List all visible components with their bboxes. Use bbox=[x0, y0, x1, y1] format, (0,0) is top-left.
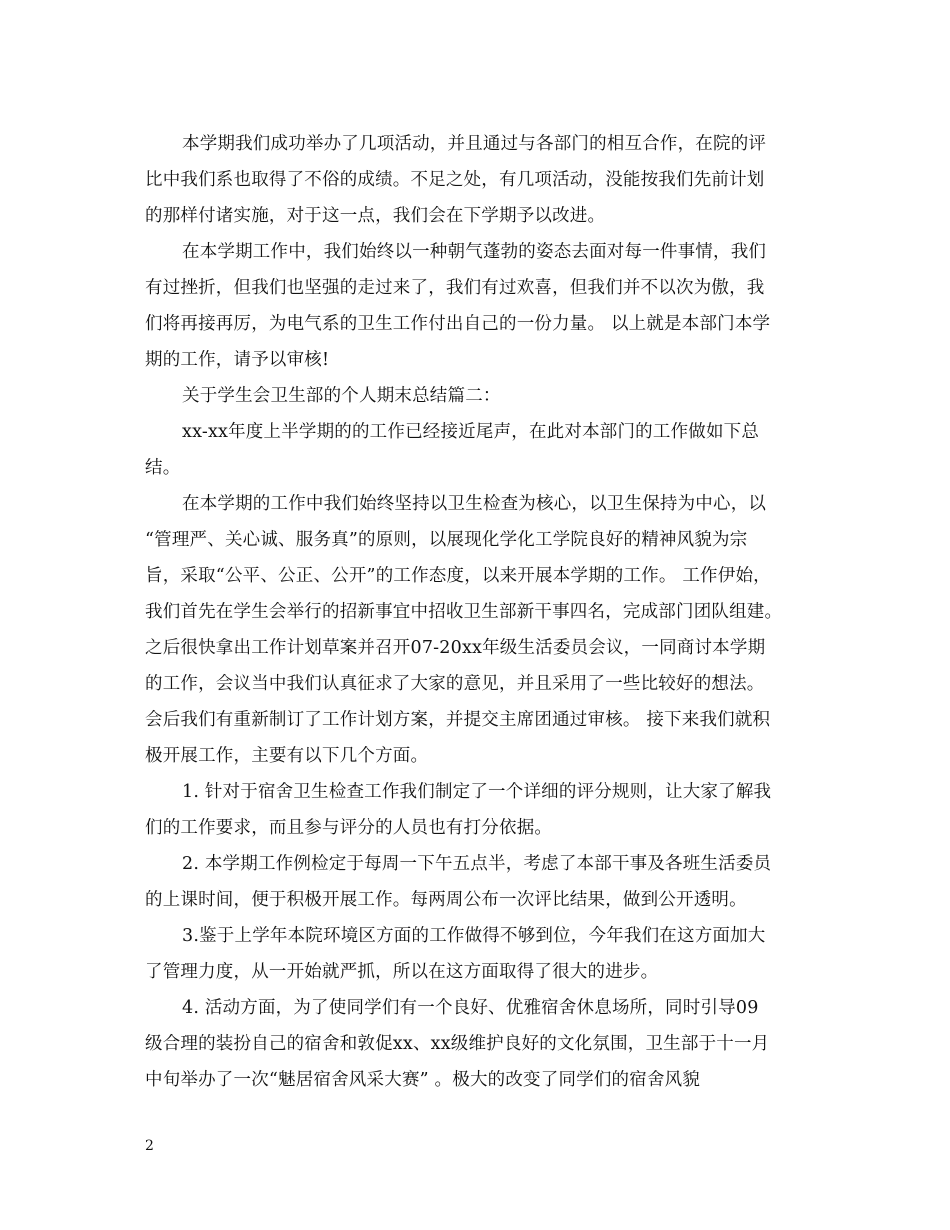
text-line: “管理严、关心诚、服务真”的原则，以展现化学化工学院良好的精神风貌为宗 bbox=[145, 530, 748, 550]
text-line: 关于学生会卫生部的个人期末总结篇二： bbox=[182, 386, 501, 406]
text-line: 4. 活动方面，为了使同学们有一个良好、优雅宿舍休息场所，同时引导09 bbox=[182, 998, 759, 1018]
text-line: 的工作，会议当中我们认真征求了大家的意见，并且采用了一些比较好的想法。 bbox=[145, 674, 765, 694]
text-line: xx-xx年度上半学期的的工作已经接近尾声，在此对本部门的工作做如下总 bbox=[182, 422, 760, 442]
text-line: 旨，采取“公平、公正、公开”的工作态度，以来开展本学期的工作。 工作伊始， bbox=[145, 566, 771, 586]
text-line: 结。 bbox=[145, 458, 181, 478]
text-line: 有过挫折，但我们也坚强的走过来了，我们有过欢喜，但我们并不以次为傲，我 bbox=[145, 278, 765, 298]
text-line: 期的工作，请予以审核! bbox=[145, 350, 330, 370]
text-line: 3.鉴于上学年本院环境区方面的工作做得不够到位，今年我们在这方面加大 bbox=[182, 926, 766, 946]
text-line: 我们首先在学生会举行的招新事宜中招收卫生部新干事四名，完成部门团队组建。 bbox=[145, 602, 783, 622]
text-line: 中旬举办了一次“魅居宿舍风采大赛” 。极大的改变了同学们的宿舍风貌 bbox=[145, 1070, 701, 1090]
text-line: 的上课时间，便于积极开展工作。每两周公布一次评比结果，做到公开透明。 bbox=[145, 890, 747, 910]
document-body bbox=[145, 126, 810, 1098]
text-line: 极开展工作，主要有以下几个方面。 bbox=[145, 746, 429, 766]
text-line: 在本学期的工作中我们始终坚持以卫生检查为核心，以卫生保持为中心，以 bbox=[182, 494, 767, 514]
text-line: 了管理力度，从一开始就严抓，所以在这方面取得了很大的进步。 bbox=[145, 962, 659, 982]
text-line: 2. 本学期工作例检定于每周一下午五点半，考虑了本部干事及各班生活委员 bbox=[182, 854, 772, 874]
text-line: 们的工作要求，而且参与评分的人员也有打分依据。 bbox=[145, 818, 553, 838]
text-line: 1. 针对于宿舍卫生检查工作我们制定了一个详细的评分规则，让大家了解我 bbox=[182, 782, 772, 802]
text-line: 本学期我们成功举办了几项活动，并且通过与各部门的相互合作，在院的评 bbox=[182, 134, 767, 154]
page-number: 2 bbox=[145, 1138, 154, 1154]
text-line: 之后很快拿出工作计划草案并召开07-20xx年级生活委员会议，一同商讨本学期 bbox=[145, 638, 766, 658]
text-line: 的那样付诸实施，对于这一点，我们会在下学期予以改进。 bbox=[145, 206, 606, 226]
text-line: 会后我们有重新制订了工作计划方案，并提交主席团通过审核。 接下来我们就积 bbox=[145, 710, 771, 730]
text-line: 在本学期工作中，我们始终以一种朝气蓬勃的姿态去面对每一件事情，我们 bbox=[182, 242, 767, 262]
text-line: 级合理的装扮自己的宿舍和敦促xx、xx级维护良好的文化氛围，卫生部于十一月 bbox=[145, 1034, 770, 1054]
text-line: 们将再接再厉，为电气系的卫生工作付出自己的一份力量。 以上就是本部门本学 bbox=[145, 314, 771, 334]
text-line: 比中我们系也取得了不俗的成绩。不足之处，有几项活动，没能按我们先前计划 bbox=[145, 170, 765, 190]
